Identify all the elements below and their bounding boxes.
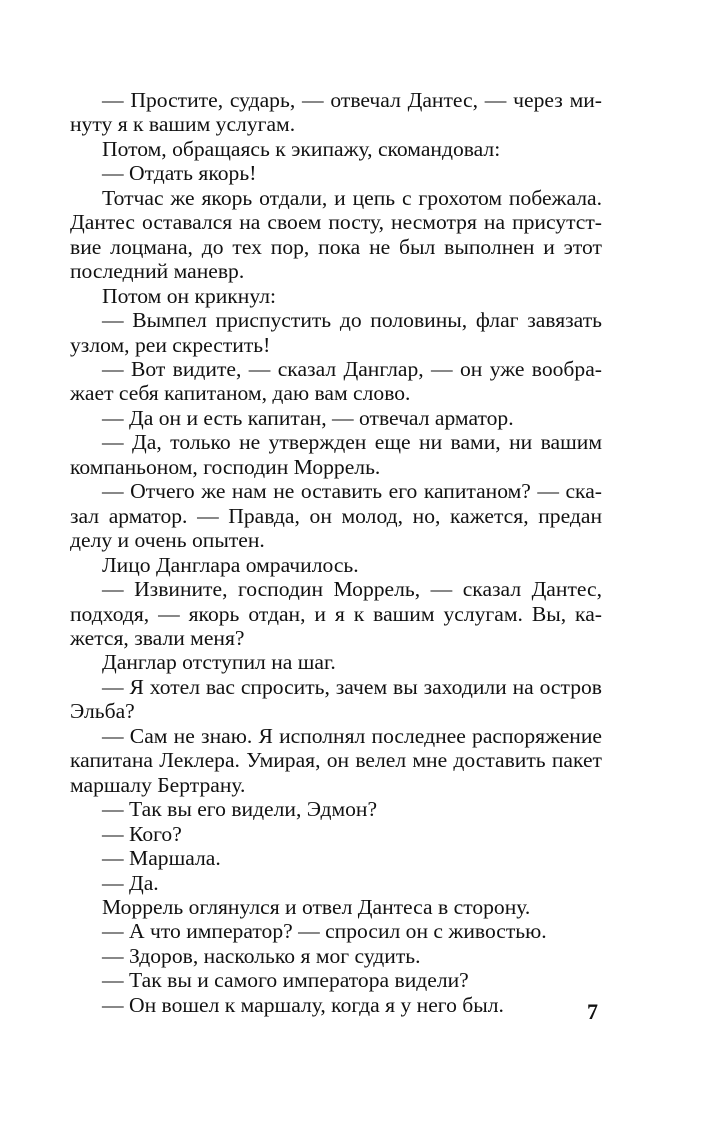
text-line: — Отдать якорь! [102, 161, 257, 186]
text-line: маршалу Бертрану. [70, 772, 246, 797]
text-line: капитана Леклера. Умирая, он велел мне доставить пакет [70, 748, 602, 773]
text-line: Потом он крикнул: [102, 283, 276, 308]
text-line: узлом, реи скрестить! [70, 332, 271, 357]
text-line: последний маневр. [70, 259, 245, 284]
text-line: компаньоном, господин Моррель. [70, 454, 381, 479]
text-line: жется, звали меня? [70, 625, 245, 650]
text-line: — Маршала. [102, 846, 221, 871]
text-line: нуту я к вашим услугам. [70, 112, 296, 137]
text-line: — Так вы и самого императора видели? [102, 968, 469, 993]
text-line: — Да. [102, 870, 159, 895]
text-line: — Отчего же нам не оставить его капитаном? — ска- [102, 479, 602, 504]
text-line: — Я хотел вас спросить, зачем вы заходили на остров [102, 674, 602, 699]
text-line: жает себя капитаном, даю вам слово. [70, 381, 411, 406]
text-line: — Кого? [102, 821, 182, 846]
text-line: — Вот видите, — сказал Данглар, — он уже вообра- [102, 356, 602, 381]
text-line: — Простите, сударь, — отвечал Дантес, — через ми- [102, 88, 602, 112]
text-line: Данглар отступил на шаг. [102, 650, 336, 675]
text-line: Эльба? [70, 699, 135, 724]
text-line: — Да он и есть капитан, — отвечал арматор. [102, 405, 514, 430]
text-line: Лицо Данглара омрачилось. [102, 552, 359, 577]
page-number: 7 [587, 999, 598, 1024]
text-line: — А что император? — спросил он с живостью. [102, 919, 547, 944]
text-line: Моррель оглянулся и отвел Дантеса в сторону. [102, 894, 531, 919]
text-line: делу и очень опытен. [70, 528, 265, 553]
text-line: Дантес оставался на своем посту, несмотря на присутст- [70, 210, 602, 235]
text-line: подходя, — якорь отдан, и я к вашим услугам. Вы, ка- [70, 601, 602, 626]
text-line: — Так вы его видели, Эдмон? [102, 797, 378, 822]
text-line: — Здоров, насколько я мог судить. [102, 943, 421, 968]
text-line: Тотчас же якорь отдали, и цепь с грохотом побежала. [102, 185, 602, 210]
text-line: — Извините, господин Моррель, — сказал Дантес, [102, 577, 602, 602]
text-line: — Да, только не утвержден еще ни вами, ни вашим [102, 430, 602, 455]
text-line: — Он вошел к маршалу, когда я у него был. [102, 992, 504, 1017]
text-line: — Сам не знаю. Я исполнял последнее распоряжение [102, 723, 602, 748]
body-text [70, 88, 602, 1017]
text-line: — Вымпел приспустить до половины, флаг завязать [102, 308, 602, 333]
text-line: Потом, обращаясь к экипажу, скомандовал: [102, 136, 501, 161]
text-line: вие лоцмана, до тех пор, пока не был выполнен и этот [70, 234, 602, 259]
text-line: зал арматор. — Правда, он молод, но, кажется, предан [70, 503, 602, 528]
